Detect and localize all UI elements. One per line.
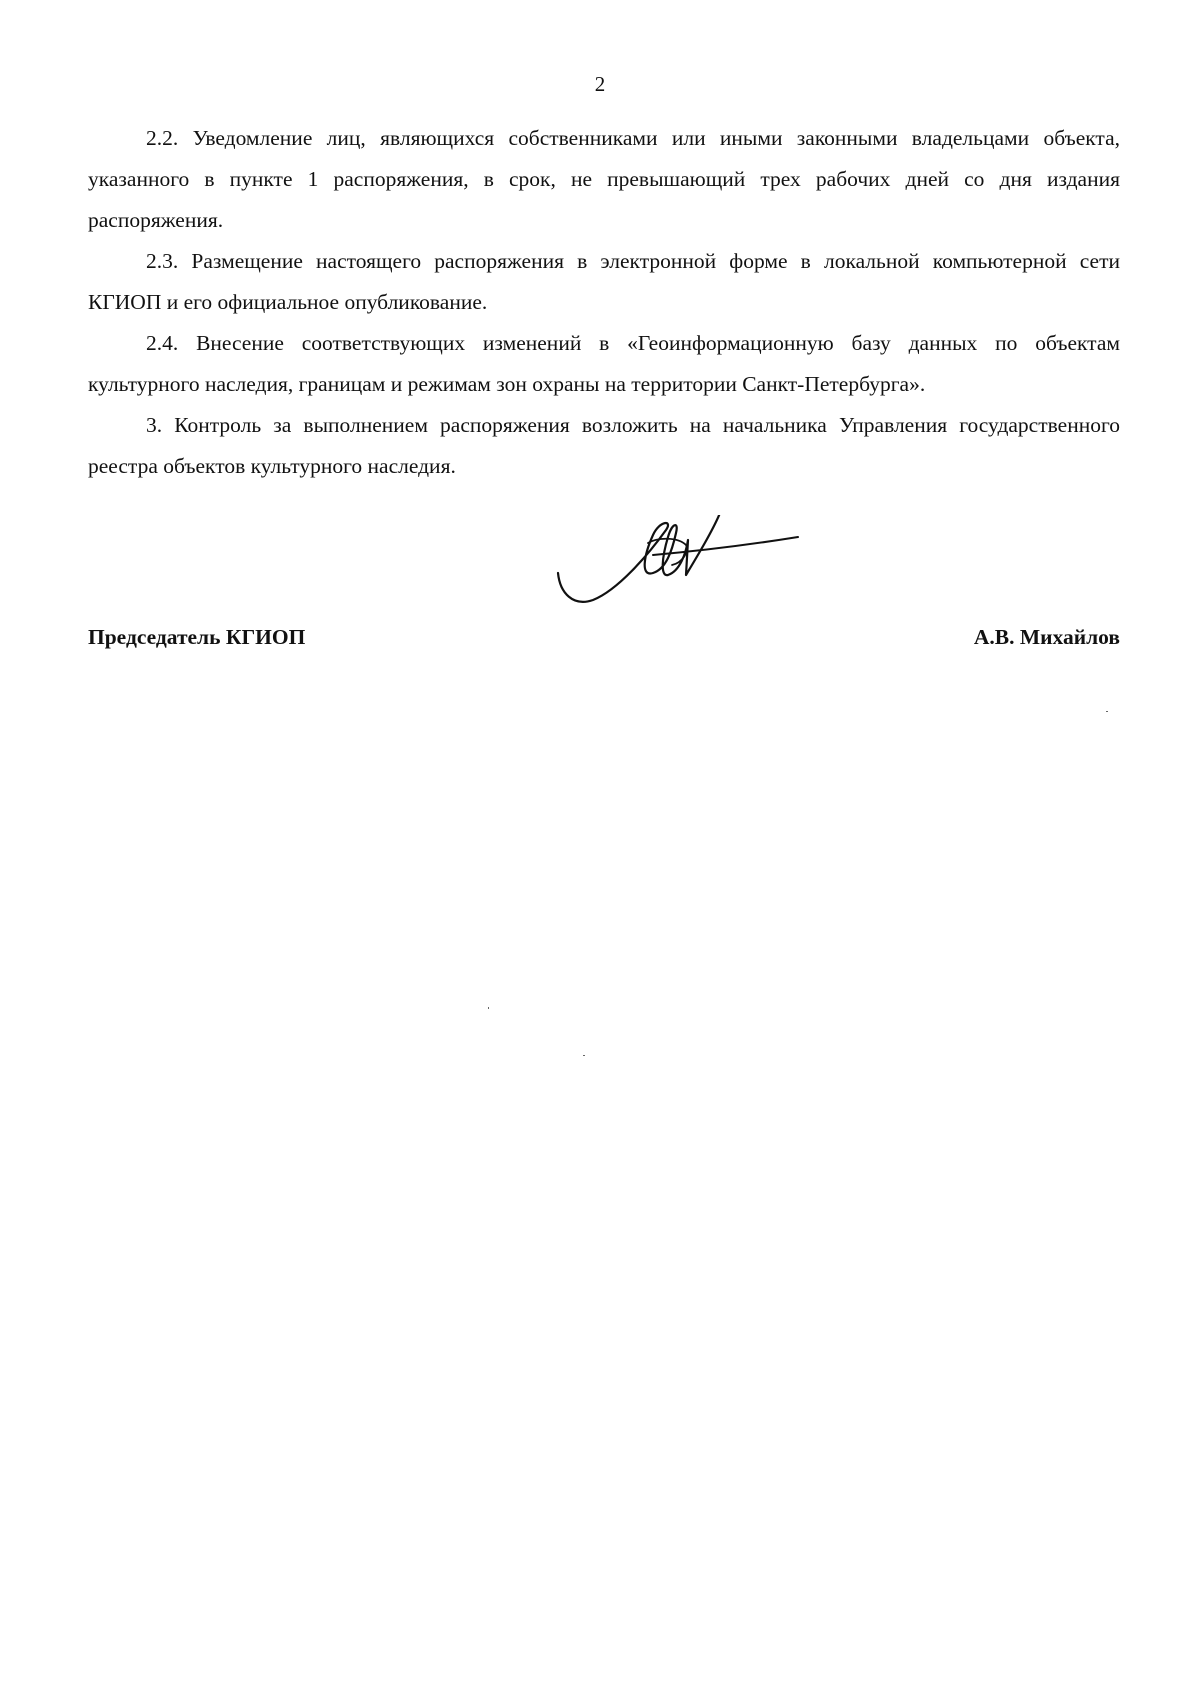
page-number: 2 <box>594 72 606 96</box>
scan-speck <box>583 1055 585 1056</box>
paragraph-2-2: 2.2. Уведомление лиц, являющихся собственниками или иными законными владельцами объекта, указанного в пункте 1 распоряжения, в срок, не превышающий трех рабочих дней со дня издания распоряжения. <box>88 126 1120 232</box>
signer-position: Председатель КГИОП <box>88 625 306 649</box>
signature-block <box>88 625 1120 655</box>
paragraph-2-3: 2.3. Размещение настоящего распоряжения в электронной форме в локальной компьютерной сети КГИОП и его официальное опубликование. <box>88 249 1120 314</box>
document-body <box>88 118 1120 487</box>
paragraph-3: 3. Контроль за выполнением распоряжения возложить на начальника Управления государственного реестра объектов культурного наследия. <box>88 413 1120 478</box>
signer-name: А.В. Михайлов <box>973 625 1120 649</box>
scan-speck <box>488 1007 489 1009</box>
scan-speck <box>1106 711 1108 712</box>
paragraph-2-4: 2.4. Внесение соответствующих изменений в «Геоинформационную базу данных по объектам культурного наследия, границам и режимам зон охраны на территории Санкт-Петербурга». <box>88 331 1120 396</box>
